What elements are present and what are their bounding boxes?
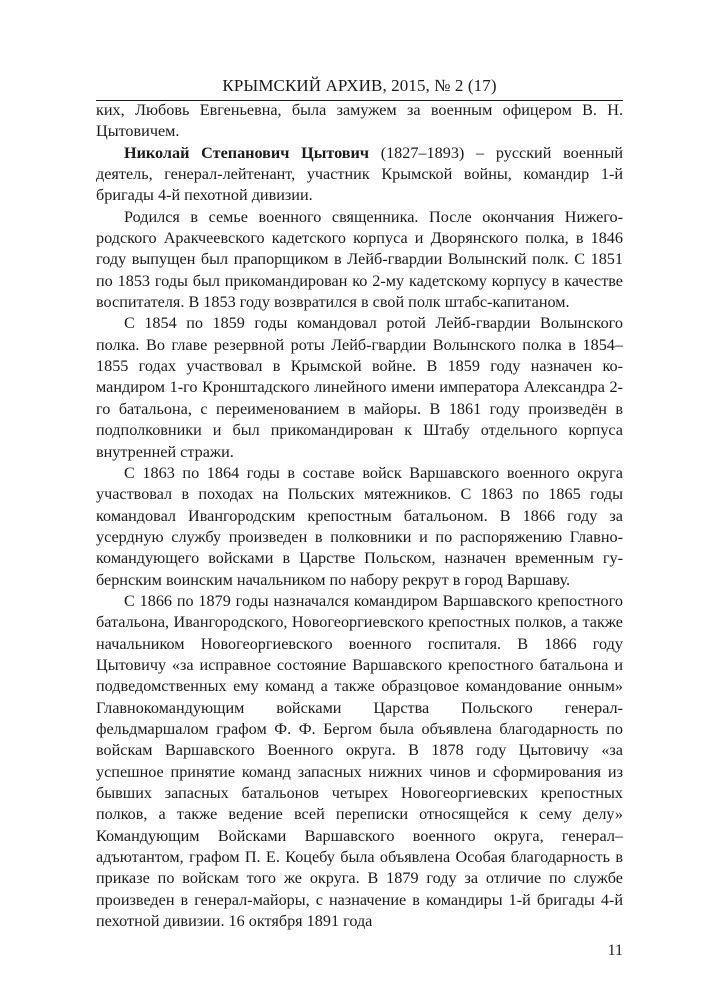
paragraph-warsaw-district: С 1863 по 1864 годы в составе войск Варшавского военного округа участвовал в походах на Польских мятежников. С 1863 по 1865 годы командовал Ивангородским крепостным батальоном. В 1866 году за усердную службу произведен в полковники и по распоряжению Главнокомандующего войсками в Царстве Польском, назначен временным губернским воинским начальником по набору рекрут в город Варшаву. xyxy=(96,463,623,589)
paragraph-biography-intro-text: (1827–1893) – русский военный деятель, генерал-лейтенант, участник Крымской войны, командир 1-й бригады 4-й пехотной дивизии. xyxy=(96,143,623,205)
paragraph-continuation: ких, Любовь Евгеньевна, была замужем за военным офицером В. Н. Цытовичем. xyxy=(96,101,623,141)
article-body xyxy=(96,100,623,932)
paragraph-early-life: Родился в семье военного священника. После окончания Нижегородского Аракчеевского кадетского корпуса и Дворянского полка, в 1846 году выпущен был прапорщиком в Лейб-гвардии Волынский полк. С 1851 по 1853 годы был прикомандирован ко 2-му кадетскому корпусу в качестве воспитателя. В 1853 году возвратился в свой полк штабс-капитаном. xyxy=(96,207,623,312)
paragraph-crimean-war: С 1854 по 1859 годы командовал ротой Лейб-гвардии Волынского полка. Во главе резервной роты Лейб-гвардии Волынского полка в 1854–1855 годах участвовал в Крымской войне. В 1859 году назначен командиром 1-го Кронштадского линейного имени императора Александра 2-го батальона, с переименованием в майоры. В 1861 году произведён в подполковники и был прикомандирован к Штабу отдельного корпуса внутренней стражи. xyxy=(96,314,623,461)
paragraph-biography-intro xyxy=(96,143,623,207)
person-name: Николай Степанович Цытович xyxy=(124,143,369,162)
running-head: КРЫМСКИЙ АРХИВ, 2015, № 2 (17) xyxy=(222,76,497,95)
page-number: 11 xyxy=(607,942,623,959)
paragraph-later-career: С 1866 по 1879 годы назначался командиром Варшавского крепостного батальона, Ивангородского, Новогеоргиевского крепостных полков, а также начальником Новогеоргиевского военного госпиталя. В 1866 году Цытовичу «за исправное состояние Варшавского крепостного батальона и подведомственных ему команд а также образцовое командование онным» Главнокомандующим войсками Царства Польского генерал-фельдмаршалом графом Ф. Ф. Бергом была объявлена благодарность по войскам Варшавского Военного округа. В 1878 году Цытовичу «за успешное принятие команд запасных нижних чинов и сформирования из бывших запасных батальонов четырех Новогеоргиевских крепостных полков, а также ведение всей переписки относящейся к сему делу» Командующим Войсками Варшавского военного округа, генерал–адъютантом, графом П. Е. Коцебу была объявлена Особая благодарность в приказе по войскам того же округа. В 1879 году за отличие по службе произведен в генерал-майоры, с назначение в командиры 1-й бригады 4-й пехотной дивизии. 16 октября 1891 года xyxy=(96,591,623,931)
